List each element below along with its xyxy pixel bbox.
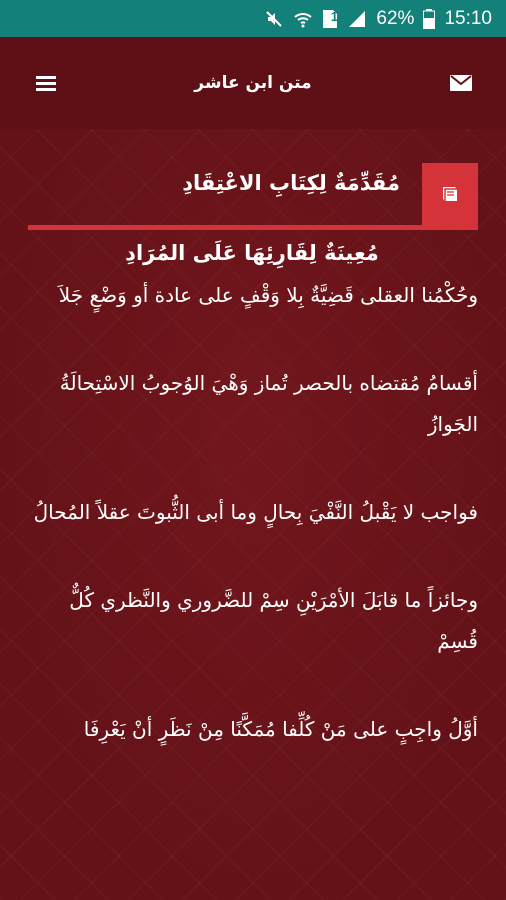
signal-icon <box>347 9 367 29</box>
mail-icon[interactable] <box>450 75 472 91</box>
menu-icon[interactable] <box>36 75 56 91</box>
battery-icon <box>423 9 435 29</box>
verses-title: مُعِينَةٌ لِقَارِئِهَا عَلَى المُرَادِ <box>125 241 379 265</box>
verses-container <box>26 241 478 797</box>
section-header <box>28 163 478 230</box>
content-area <box>0 129 506 900</box>
verse-line: أقسامُ مُقتضاه بالحصر تُماز وَهْيَ الوُجوبُ الاسْتِحالَةُ الجَوازُ <box>59 371 478 436</box>
sim-label: 1 <box>330 9 338 24</box>
verse-line: وحُكْمُنا العقلى قَضِيَّةٌ بِلا وَقْفٍ على عادة أو وَضْعٍ جَلاَ <box>58 283 478 307</box>
app-bar <box>0 37 506 129</box>
status-time: 15:10 <box>444 7 492 29</box>
book-icon <box>440 185 460 203</box>
section-title: مُقَدِّمَةٌ لِكِتَابِ الاعْتِقَادِ <box>182 171 400 195</box>
mute-icon <box>264 9 284 29</box>
verse-line: فواجب لا يَقْبلُ النَّفْيَ بِحالٍ وما أبى الثُّبوتَ عقلاً المُحالُ <box>33 500 478 524</box>
verse-line: وجائزاً ما قابَلَ الأمْرَيْنِ سِمْ للضَّروري والنَّظري كُلٌّ قُسِمْ <box>69 588 478 653</box>
status-bar <box>0 0 506 37</box>
battery-percent: 62% <box>376 7 415 29</box>
app-title: متن ابن عاشر <box>194 73 312 93</box>
verse-line: أوَّلُ واجِبٍ على مَنْ كُلِّفا مُمَكَّنًا مِنْ نَظَرٍ أنْ يَعْرِفَا <box>83 717 478 741</box>
book-badge <box>422 163 478 225</box>
wifi-icon <box>293 9 313 29</box>
